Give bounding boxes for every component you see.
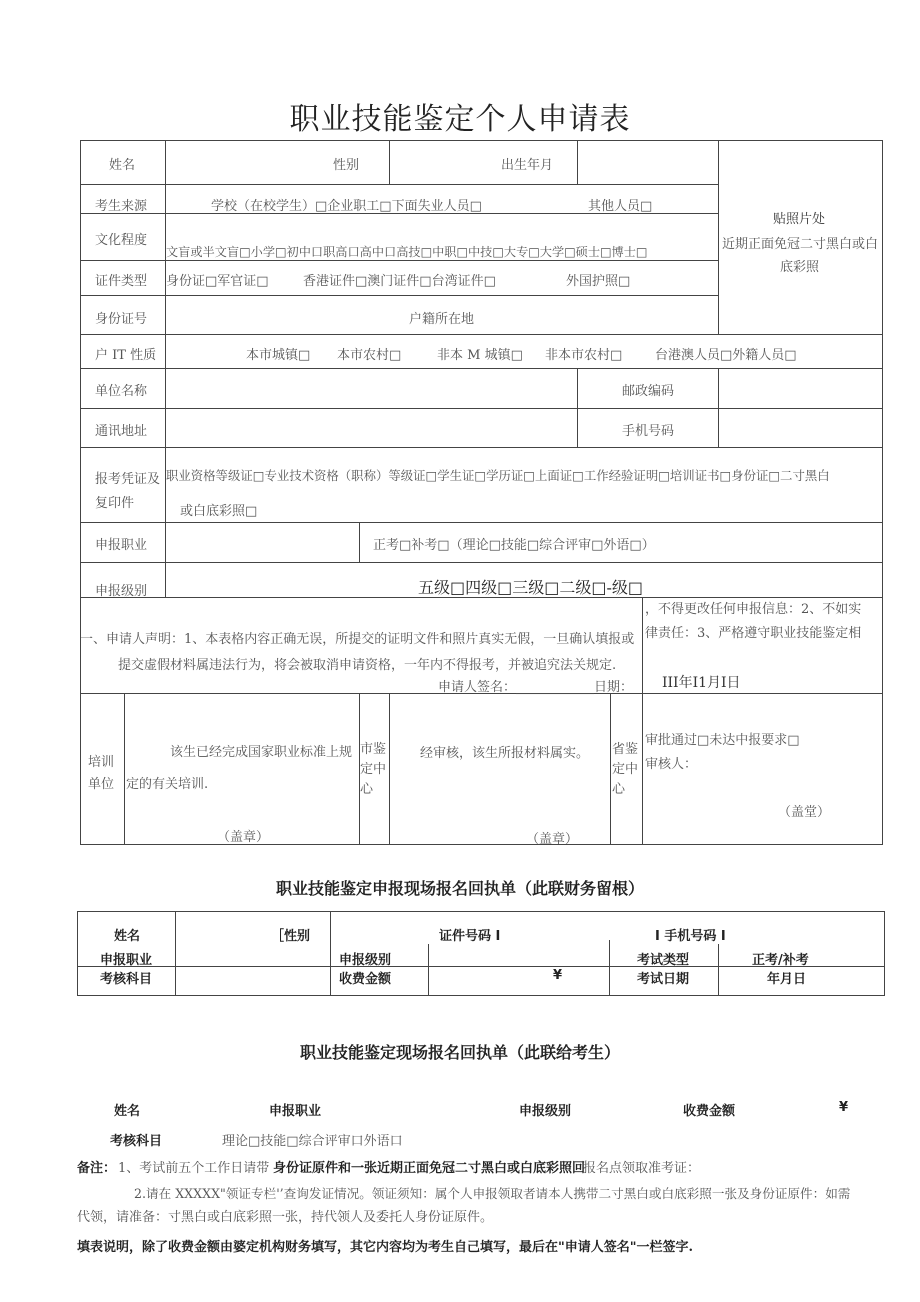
declaration-text: 一、申请人声明：1、本表格内容正确无误，所提交的证明文件和照片真实无假，一旦确认填报或: [80, 632, 635, 647]
training-seal: （盖章）: [217, 830, 270, 845]
note-2-a: 2.请在 XXXXX"领证专栏'’查询发证情况。领证须知：属个人申报领取者请本人携带二寸黑白或白底彩照一张及身份证原件：如需: [134, 1186, 851, 1201]
birth-label: 出生年月: [501, 158, 554, 173]
edu-options: 文盲或半文盲□小学□初中口职高口高中口高技□中职□中技□大专□大学□硕士□博士□: [166, 245, 648, 259]
idtype-label: 证件类型: [95, 274, 148, 289]
postcode-label: 邮政编码: [622, 384, 675, 399]
docs-text-2: 或白底彩照□: [180, 504, 258, 519]
hukou-opt-2: 本市农村□: [337, 348, 402, 363]
note-1-a: 1、考试前五个工作日请带: [118, 1161, 270, 1176]
exam-type-options: 正考□补考□（理论□技能□综合评审□外语□）: [373, 538, 655, 553]
receipt1-subject: 考核科目: [100, 972, 153, 987]
notes-label: 备注：: [77, 1161, 117, 1176]
receipt1-mobile: I 手机号码 I: [655, 929, 726, 944]
source-label: 考生来源: [95, 199, 148, 214]
receipt2-name: 姓名: [114, 1104, 141, 1119]
prov-center-text: 审批通过□未达中报要求□: [645, 733, 800, 748]
receipt1-fee: 收费金额: [339, 972, 392, 987]
hukou-opt-5: 台港澳人员□外籍人员□: [655, 348, 797, 363]
training-text: 该生已经完成国家职业标准上规: [170, 745, 353, 760]
receipt2-fee: 收费金额: [683, 1104, 736, 1119]
declaration-text-2: 提交虚假材料属违法行为，将会被取消申请资格，一年内不得报考，并被追究法关规定.: [118, 658, 617, 673]
idno-label: 身份证号: [95, 312, 148, 327]
receipt1-title: 职业技能鉴定申报现场报名回执单（此联财务留根）: [275, 879, 644, 898]
training-unit-label: 培训单位: [87, 755, 114, 792]
level-label: 申报级别: [95, 584, 148, 599]
receipt1-gender: ［性别: [271, 929, 311, 944]
city-center-text: 经审核，该生所报材料属实。: [420, 746, 590, 761]
city-center-label: 市鉴定中心: [360, 742, 387, 797]
city-center-seal: （盖章）: [526, 832, 579, 847]
address-label: 通讯地址: [95, 424, 148, 439]
receipt2-yen: ¥: [839, 1100, 849, 1115]
idtype-options-1: 身份证□军官证□: [166, 274, 269, 289]
prov-center-seal: （盖堂）: [778, 805, 831, 820]
receipt1-job: 申报职业: [100, 953, 153, 968]
idtype-options-3: 外国护照□: [566, 274, 631, 289]
level-options: 五级□四级□三级□二级□-级□: [418, 578, 643, 597]
receipt2-title: 职业技能鉴定现场报名回执单（此联给考生）: [299, 1043, 620, 1062]
docs-label: 报考凭证及: [95, 472, 161, 487]
prov-center-label: 省鉴定中心: [612, 742, 639, 797]
declaration-right-text-2: 律责任：3、严格遵守职业技能鉴定相: [645, 626, 862, 641]
hukou-opt-3: 非本 M 城镇□: [437, 348, 523, 363]
training-text-2: 定的有关培训.: [126, 777, 209, 792]
note-2-b: 代领，请准备：寸黑白或白底彩照一张，持代领人及委托人身份证原件。: [77, 1210, 494, 1225]
source-other: 其他人员□: [588, 199, 653, 214]
receipt1-exam-type-value: 正考/补考: [752, 953, 809, 968]
note-1-b: 身份证原件和一张近期正面免冠二寸黑白或白底彩照回: [273, 1161, 586, 1176]
residence-label: 户籍所在地: [409, 312, 475, 327]
name-label: 姓名: [109, 158, 136, 173]
receipt1-yen: ¥: [553, 968, 563, 983]
hukou-label: 户 IT 性质: [95, 348, 157, 363]
docs-text: 职业资格等级证□专业技术资格（职称）等级证□学生证□学历证□上面证□工作经验证明□培训证书□身份证□二寸黑白: [166, 468, 830, 483]
signature-date: III年I1月I日: [662, 675, 741, 691]
edu-label: 文化程度: [95, 233, 148, 248]
receipt1-name: 姓名: [114, 929, 141, 944]
photo-note-2: 底彩照: [780, 260, 820, 275]
receipt1-exam-type: 考试类型: [637, 953, 690, 968]
receipt2-subject-options: 理论□技能□综合评审口外语口: [222, 1134, 403, 1149]
source-options: 学校（在校学生）□企业职工□下面失业人员□: [211, 199, 482, 214]
note-1-c: 报名点领取准考证：: [583, 1161, 701, 1176]
receipt2-subject: 考核科目: [110, 1134, 163, 1149]
gender-label: 性别: [333, 158, 360, 173]
page-title: 职业技能鉴定个人申请表: [289, 102, 631, 137]
hukou-opt-1: 本市城镇□: [246, 348, 311, 363]
job-label: 申报职业: [95, 538, 148, 553]
hukou-opt-4: 非本市农村□: [545, 348, 623, 363]
receipt1-level: 申报级别: [339, 953, 392, 968]
mobile-label: 手机号码: [622, 424, 675, 439]
declaration-right-text: ，不得更改任何申报信息：2、不如实: [645, 602, 862, 617]
footer-instructions: 填表说明，除了收费金额由婆定机构财务填写，其它内容均为考生自己填写，最后在"申请人签名"一栏签字.: [77, 1240, 694, 1255]
receipt2-level: 申报级别: [519, 1104, 572, 1119]
photo-title: 贴照片处: [773, 212, 826, 227]
docs-label-2: 复印件: [95, 496, 135, 511]
applicant-signature: 申请人签名：____________日期：: [438, 680, 634, 695]
receipt1-exam-date: 考试日期: [637, 972, 690, 987]
unit-label: 单位名称: [95, 384, 148, 399]
idtype-options-2: 香港证件□澳门证件□台湾证件□: [303, 274, 496, 289]
photo-note: 近期正面免冠二寸黑白或白: [722, 237, 879, 252]
receipt1-idno: 证件号码 I: [439, 929, 501, 944]
receipt1-exam-date-value: 年月日: [767, 972, 807, 987]
receipt2-job: 申报职业: [269, 1104, 322, 1119]
reviewer-label: 审核人：: [645, 757, 698, 772]
